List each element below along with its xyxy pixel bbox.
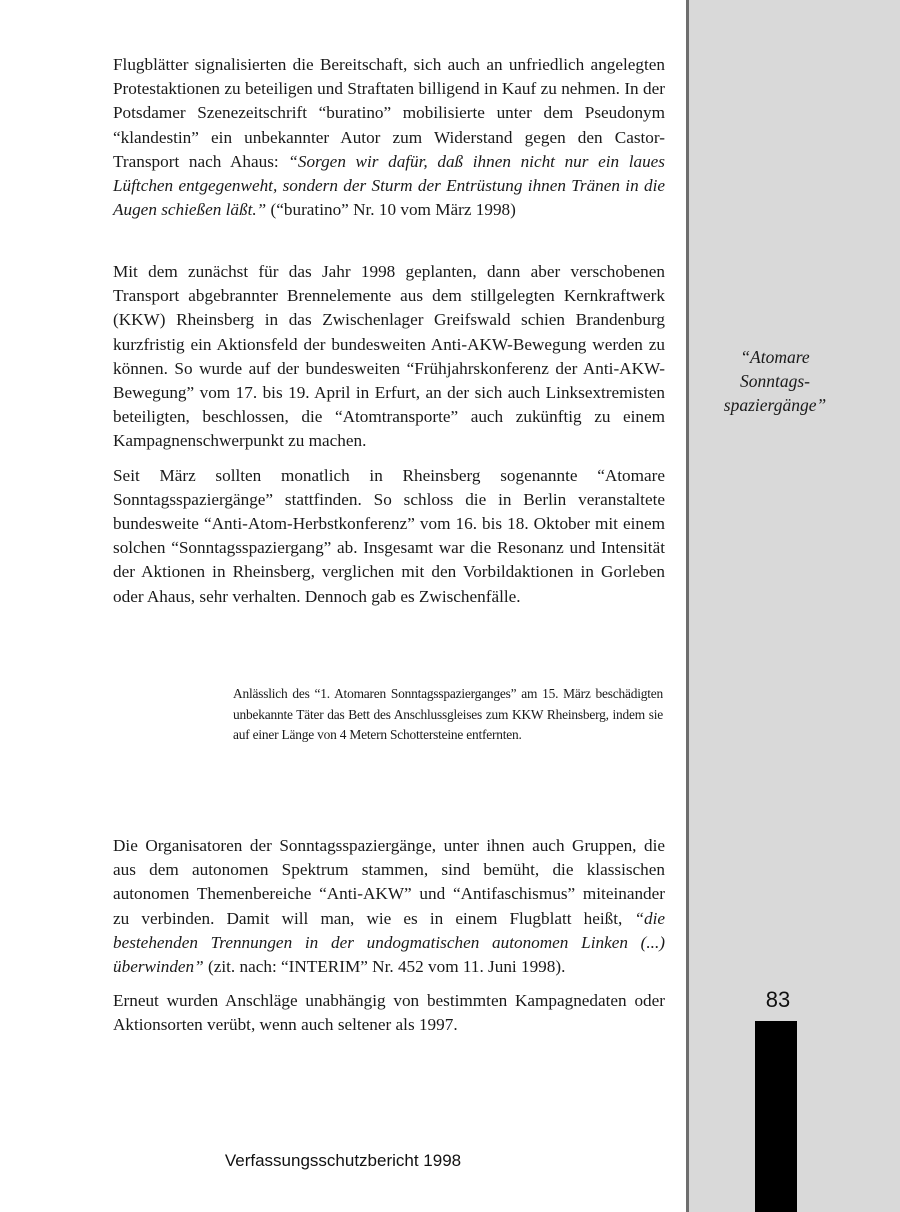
paragraph-1	[113, 53, 665, 232]
page-footer: Verfassungsschutzbericht 1998	[224, 1151, 462, 1170]
paragraphs-4-5	[113, 834, 665, 1048]
paragraph-3: Seit März sollten monatlich in Rheinsberg sogenannte “Atomare Sonntagsspaziergänge” stattfinden. So schloss die in Berlin veranstaltete bundesweite “Anti-Atom-Herbstkonferenz” vom 16. bis 18. Oktober mit einem solchen “Sonntagsspaziergang” ab. Insgesamt war die Resonanz und Intensität der Aktionen in Rheinsberg, verglichen mit den Vorbildaktionen in Gorleben oder Ahaus, sehr verhalten. Dennoch gab es Zwischenfälle.	[113, 465, 665, 606]
paragraph-4-text: Die Organisatoren der Sonntagsspaziergänge, unter ihnen auch Gruppen, die aus dem autonomen Spektrum stammen, sind bemüht, die klassischen autonomen Themenbereiche “Anti-AKW” und “Antifaschismus” miteinander zu verbinden. Damit will man, wie es in einem Flugblatt heißt,	[113, 836, 665, 928]
marginal-note	[700, 345, 850, 417]
paragraph-4	[113, 834, 665, 979]
paragraph-1-citation: (“buratino” Nr. 10 vom März 1998)	[266, 200, 516, 220]
paragraph-1-text: Flugblätter signalisierten die Bereitschaft, sich auch an unfriedlich angelegten Protestaktionen zu beteiligen und Straftaten billigend in Kauf zu nehmen. In der Potsdamer Szenezeitschrift “buratino” mobilisierte unter dem Pseudonym “klandestin” ein unbekannter Autor zum Widerstand gegen den Castor-Transport nach Ahaus:	[113, 55, 665, 171]
marginal-note-line-3: spaziergänge”	[723, 395, 827, 415]
paragraph-4-citation: (zit. nach: “INTERIM” Nr. 452 vom 11. Juni 1998).	[203, 957, 566, 977]
paragraphs-2-3	[113, 260, 665, 619]
paragraph-2: Mit dem zunächst für das Jahr 1998 geplanten, dann aber verschobenen Transport abgebrannter Brennelemente aus dem stillgelegten Kernkraftwerk (KKW) Rheinsberg in das Zwischenlager Greifswald schien Brandenburg kurzfristig ein Aktionsfeld der bundesweiten Anti-AKW-Bewegung werden zu können. So wurde auf der bundesweiten “Frühjahrskonferenz der Anti-AKW-Bewegung” vom 17. bis 19. April in Erfurt, an der sich auch Linksextremisten beteiligten, beschlossen, die “Atomtransporte” auch zukünftig zu einem Kampagnenschwerpunkt zu machen.	[113, 262, 665, 451]
footnote: Anlässlich des “1. Atomaren Sonntagsspazierganges” am 15. März beschädigten unbekannte Täter das Bett des Anschlussgleises zum KKW Rheinsberg, indem sie auf einer Länge von 4 Metern Schottersteine entfernten.	[233, 686, 663, 742]
paragraph-5: Erneut wurden Anschläge unabhängig von bestimmten Kampagnedaten oder Aktionsorten verübt, wenn auch seltener als 1997.	[113, 991, 665, 1035]
page-number: 83	[765, 987, 791, 1012]
marginal-note-line-1: “Atomare	[740, 347, 810, 367]
page-thumb-tab	[755, 1021, 797, 1212]
paragraph-4-quote: “die bestehenden Trennungen in der undogmatischen autonomen Linken (...) überwinden”	[113, 908, 665, 977]
paragraph-1-quote: “Sorgen wir dafür, daß ihnen nicht nur ein laues Lüftchen entgegenweht, sondern der Sturm der Entrüstung ihnen Tränen in die Augen schießen läßt.”	[113, 151, 665, 220]
marginal-note-line-2: Sonntags-	[740, 371, 810, 391]
